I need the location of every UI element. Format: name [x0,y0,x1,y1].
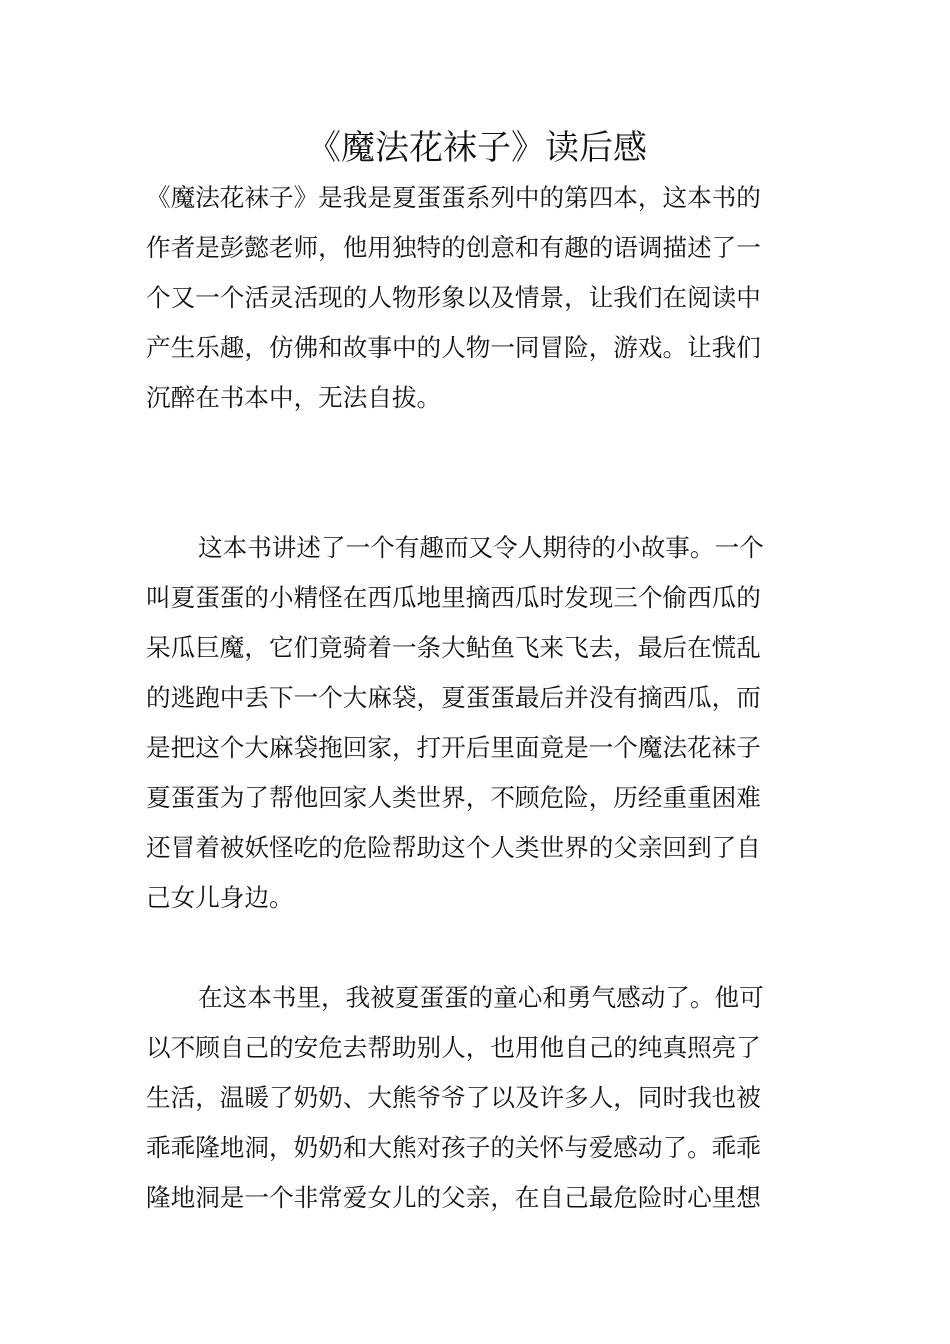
paragraph-3-line-3: 生活，温暖了奶奶、大熊爷爷了以及许多人，同时我也被 [146,1083,761,1112]
paragraph-2-line-4: 的逃跑中丢下一个大麻袋，夏蛋蛋最后并没有摘西瓜，而 [146,683,761,712]
paragraph-1-line-4: 产生乐趣，仿佛和故事中的人物一同冒险，游戏。让我们 [146,333,761,362]
paragraph-2-line-8: 己女儿身边。 [146,883,294,912]
paragraph-3-line-2: 以不顾自己的安危去帮助别人，也用他自己的纯真照亮了 [146,1033,761,1062]
paragraph-2-line-5: 是把这个大麻袋拖回家，打开后里面竟是一个魔法花袜子 [146,733,761,762]
paragraph-1-line-2: 作者是彭懿老师，他用独特的创意和有趣的语调描述了一 [146,233,761,262]
paragraph-2-line-7: 还冒着被妖怪吃的危险帮助这个人类世界的父亲回到了自 [146,833,761,862]
paragraph-2-line-1: 这本书讲述了一个有趣而又令人期待的小故事。一个 [198,533,764,562]
paragraph-3-line-5: 隆地洞是一个非常爱女儿的父亲，在自己最危险时心里想 [146,1183,761,1212]
paragraph-2-line-3: 呆瓜巨魔，它们竟骑着一条大鲇鱼飞来飞去，最后在慌乱 [146,633,761,662]
paragraph-1-line-3: 个又一个活灵活现的人物形象以及情景，让我们在阅读中 [146,283,761,312]
paragraph-3-line-4: 乖乖隆地洞，奶奶和大熊对孩子的关怀与爱感动了。乖乖 [146,1133,761,1162]
document-title: 《魔法花袜子》读后感 [307,128,647,168]
paragraph-1-line-1: 《魔法花袜子》是我是夏蛋蛋系列中的第四本，这本书的 [146,183,761,212]
paragraph-2-line-2: 叫夏蛋蛋的小精怪在西瓜地里摘西瓜时发现三个偷西瓜的 [146,583,761,612]
paragraph-3-line-1: 在这本书里，我被夏蛋蛋的童心和勇气感动了。他可 [198,983,764,1012]
paragraph-1-line-5: 沉醉在书本中，无法自拔。 [146,383,442,412]
paragraph-2-line-6: 夏蛋蛋为了帮他回家人类世界，不顾危险，历经重重困难 [146,783,761,812]
